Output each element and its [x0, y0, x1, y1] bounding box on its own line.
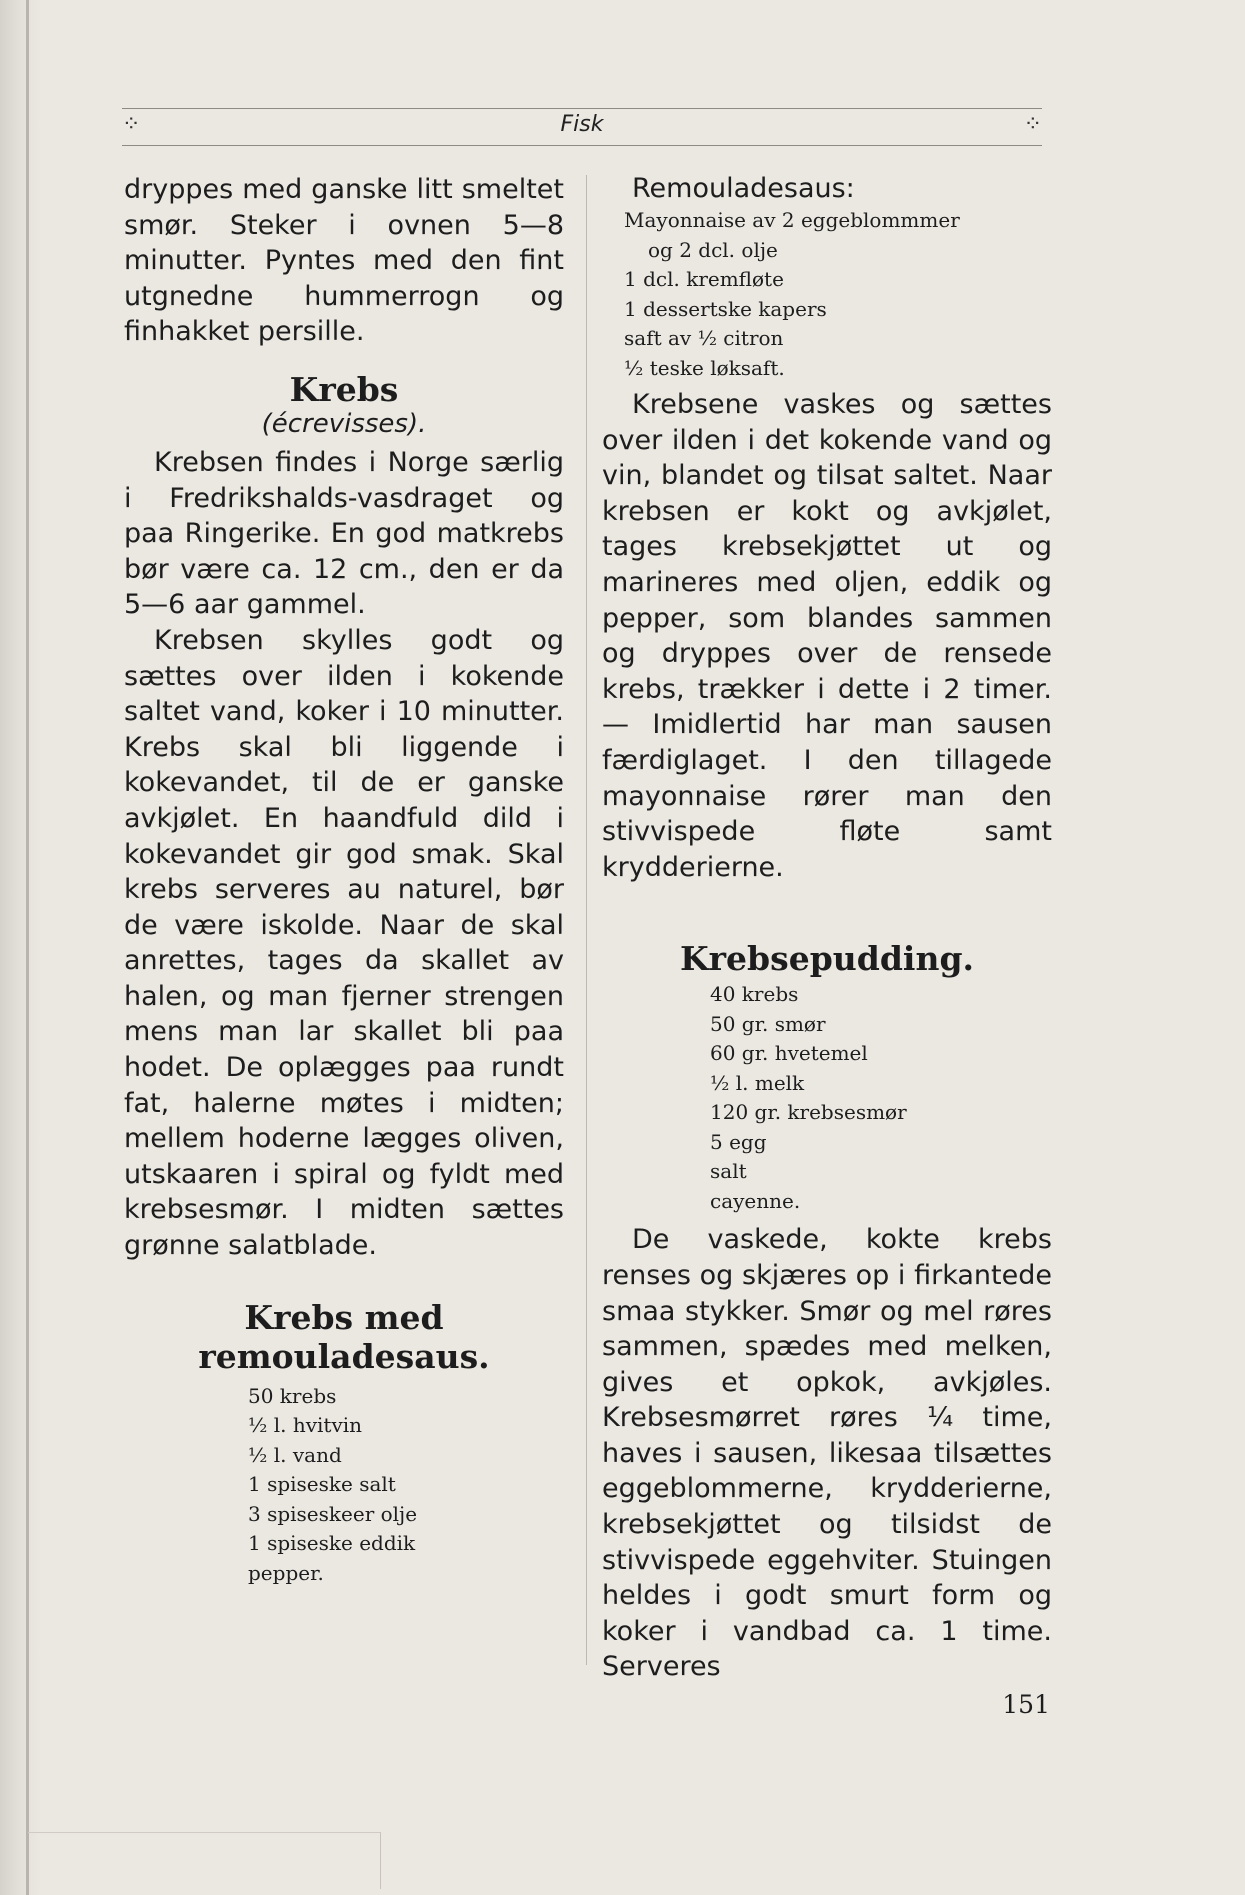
list-item: 1 dcl. kremfløte: [624, 267, 784, 291]
remoulade-ingredient-list: [248, 1382, 564, 1589]
left-column: [124, 172, 564, 1588]
column-divider: [586, 175, 587, 1665]
list-item: 120 gr. krebsesmør: [710, 1100, 907, 1125]
list-item: salt: [710, 1159, 747, 1184]
krebs-paragraph-2: Krebsen skylles godt og sættes over ilden i kokende saltet vand, koker i 10 minutter. Krebs skal bli liggende i kokevandet, til de er ganske avkjølet. En haandfuld dild i kokevandet gir god smak. Skal krebs serveres au naturel, bør de være iskolde. Naar de skal anrettes, tages da skallet av halen, og man fjerner strengen mens man lar skallet bli paa hodet. De oplægges paa rundt fat, halerne møtes i midten; mellem hoderne lægges oliven, utskaaren i spiral og fyldt med krebsesmør. I midten sættes grønne salatblade.: [124, 624, 564, 1262]
krebs-subheading: (écrevisses).: [261, 408, 427, 439]
list-item: 1 spiseske salt: [248, 1472, 396, 1497]
ornament-left-icon: ⁘: [122, 112, 141, 137]
pudding-heading: Krebsepudding.: [679, 939, 975, 979]
krebs-paragraph-1: Krebsen findes i Norge særlig i Fredrikshalds-vasdraget og paa Ringerike. En god matkrebs bør være ca. 12 cm., den er da 5—6 aar gammel.: [124, 446, 564, 621]
list-item: ½ l. hvitvin: [248, 1413, 363, 1438]
list-item: 40 krebs: [710, 982, 799, 1007]
list-item: pepper.: [248, 1560, 324, 1585]
list-item: cayenne.: [710, 1188, 801, 1213]
page-number: 151: [1002, 1690, 1050, 1719]
list-item: Mayonnaise av 2 eggeblommmer: [624, 208, 960, 232]
list-item: ½ l. vand: [248, 1442, 342, 1467]
list-item: saft av ½ citron: [624, 326, 784, 350]
list-item: 1 spiseske eddik: [248, 1531, 416, 1556]
running-head-title: Fisk: [560, 112, 604, 137]
krebs-heading: Krebs: [289, 369, 399, 409]
list-item: ½ teske løksaft.: [624, 355, 785, 380]
list-item: 3 spiseskeer olje: [248, 1501, 418, 1526]
sauce-paragraph: Krebsene vaskes og sættes over ilden i det kokende vand og vin, blandet og tilsat saltet. Naar krebsen er kokt og avkjølet, tages krebsekjøttet ut og marineres med oljen, eddik og pepper, som blandes sammen og dryppes over de rensede krebs, trækker i dette i 2 timer. — Imidlertid har man sausen færdiglaget. I den tillagede mayonnaise rører man den stivvispede fløte samt krydderierne.: [602, 389, 1052, 883]
remoulade-heading: Krebs med remouladesaus.: [198, 1297, 490, 1376]
page-spine: [26, 0, 29, 1895]
list-item: og 2 dcl. olje: [648, 237, 778, 262]
list-item: 5 egg: [710, 1129, 767, 1154]
list-item: ½ l. melk: [710, 1070, 805, 1095]
sauce-title: Remouladesaus:: [632, 173, 855, 204]
sauce-ingredient-list: [624, 206, 1052, 383]
running-header: [122, 108, 1042, 146]
pudding-paragraph: De vaskede, kokte krebs renses og skjæres op i firkantede smaa stykker. Smør og mel røres sammen, spædes med melken, gives et opkok, avkjøles. Krebsesmørret røres ¼ time, haves i sausen, likesaa tilsættes eggeblommerne, krydderierne, krebsekjøttet og tilsidst de stivvispede eggehviter. Stuingen heldes i godt smurt form og koker i vandbad ca. 1 time. Serveres: [602, 1224, 1052, 1683]
list-item: 50 krebs: [248, 1383, 337, 1408]
list-item: 60 gr. hvetemel: [710, 1041, 868, 1066]
page-edge-mark: [28, 1832, 381, 1889]
pudding-ingredient-list: [710, 980, 1052, 1216]
right-column: [602, 172, 1052, 1685]
list-item: 50 gr. smør: [710, 1011, 826, 1036]
ornament-right-icon: ⁘: [1023, 112, 1042, 137]
list-item: 1 dessertske kapers: [624, 296, 827, 321]
intro-paragraph: dryppes med ganske litt smeltet smør. Steker i ovnen 5—8 minutter. Pyntes med den fint utgnedne hummerrogn og finhakket persille.: [124, 174, 564, 348]
